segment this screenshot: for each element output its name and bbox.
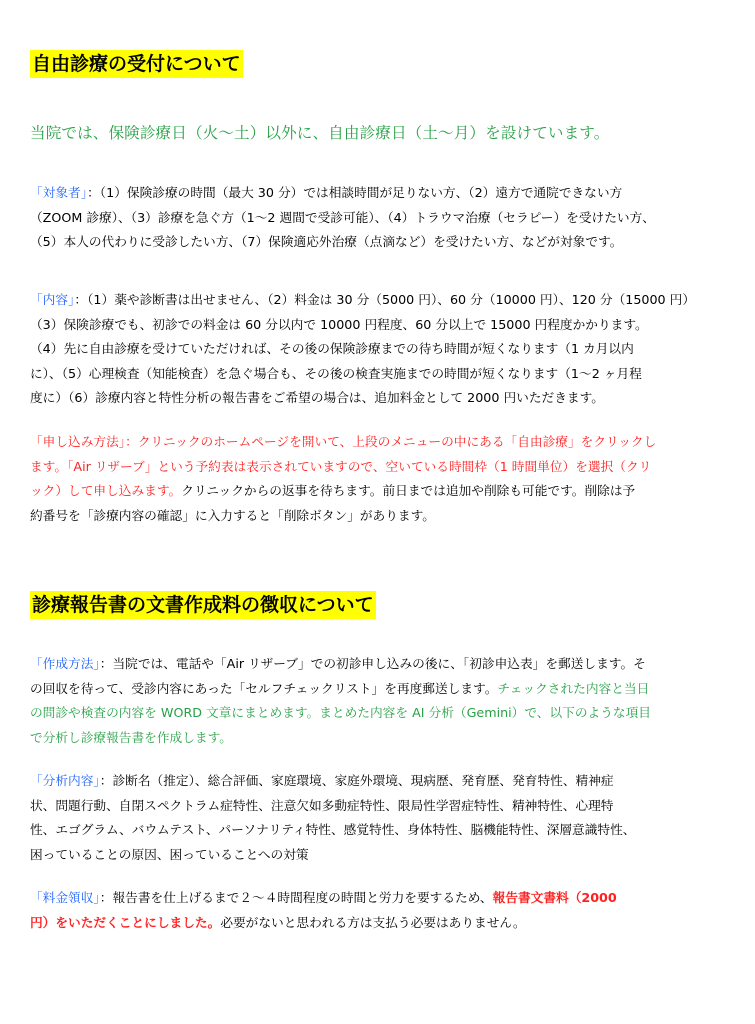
method-line-3: の問診や検査の内容を WORD 文章にまとめます。まとめた内容を AI 分析（Gemini）で、以下のような項目: [30, 705, 651, 720]
fee-label: 「料金領収」: [30, 890, 100, 905]
apply-line-1: ：クリニックのホームページを開いて、上段のメニューの中にある「自由診療」をクリックし: [125, 434, 657, 449]
analysis-paragraph: [30, 769, 742, 867]
target-paragraph: [30, 181, 742, 255]
content-line-1: ：（1）薬や診断書は出せません、（2）料金は 30 分（5000 円）、60 分（10000 円）、120 分（15000 円）: [74, 292, 696, 307]
target-line-1: ：（1）保険診療の時間（最大 30 分）では相談時間が足りない方、（2）遠方で通院できない方: [87, 185, 623, 200]
target-line-3: （5）本人の代わりに受診したい方、（7）保険適応外治療（点滴など）を受けたい方、などが対象です。: [30, 234, 623, 249]
method-line-4: で分析し診療報告書を作成します。: [30, 729, 232, 745]
analysis-line-4: 困っていることの原因、困っていることへの対策: [30, 846, 309, 862]
target-label: 「対象者」: [30, 185, 88, 200]
apply-line-2: ます。「Air リザーブ」という予約表は表示されていますので、空いている時間枠（1 時間単位）を選択（クリ: [30, 458, 652, 474]
method-label: 「作成方法」: [30, 656, 100, 671]
fee-line-1-red: 報告書文書料（2000: [492, 890, 617, 905]
fee-line-1-black: ：報告書を仕上げるまで２～４時間程度の時間と労力を要するため、: [99, 890, 493, 905]
apply-label: 「申し込み方法」: [30, 434, 126, 449]
method-line-1: ：当院では、電話や「Air リザーブ」での初診申し込みの後に、「初診申込表」を郵送します。そ: [99, 656, 646, 671]
apply-line-3-black: クリニックからの返事を待ちます。前日までは追加や削除も可能です。削除は予: [181, 483, 636, 498]
content-paragraph: [30, 288, 742, 411]
apply-line-3-red: ック）して申し込みます。: [30, 483, 182, 498]
method-line-2-black: の回収を待って、受診内容にあった「セルフチェックリスト」を再度郵送します。: [30, 680, 498, 696]
analysis-label: 「分析内容」: [30, 773, 100, 788]
analysis-line-1: ：診断名（推定）、総合評価、家庭環境、家庭外環境、現病歴、発育歴、発育特性、精神症: [99, 773, 614, 788]
fee-line-2-red: 円）をいただくことにしました。: [30, 914, 221, 930]
section1-lead: 当院では、保険診療日（火～土）以外に、自由診療日（土～月）を設けています。: [30, 124, 610, 142]
fee-paragraph: [30, 886, 742, 935]
analysis-line-2: 状、問題行動、自閉スペクトラム症特性、注意欠如多動症特性、限局性学習症特性、精神特性、心理特: [30, 797, 614, 813]
content-line-5: 度に）（6）診療内容と特性分析の報告書をご希望の場合は、追加料金として 2000 円いただきます。: [30, 390, 604, 405]
analysis-line-3: 性、エゴグラム、バウムテスト、パーソナリティ特性、感覚特性、身体特性、脳機能特性、深層意識特性、: [30, 822, 636, 837]
target-line-2: （ZOOM 診療）、（3）診療を急ぐ方（1～2 週間で受診可能）、（4）トラウマ治療（セラピー）を受けたい方、: [30, 209, 655, 225]
method-paragraph: [30, 652, 742, 750]
method-line-2-green: チェックされた内容と当日: [497, 680, 650, 696]
apply-paragraph: [30, 430, 742, 528]
content-line-4: に）、（5）心理検査（知能検査）を急ぐ場合も、その後の検査実施までの時間が短くなります（1～2 ヶ月程: [30, 365, 642, 381]
fee-line-2-black: 必要がないと思われる方は支払う必要はありません。: [220, 914, 526, 930]
section2-heading: 診療報告書の文書作成料の徴収について: [30, 591, 376, 619]
content-label: 「内容」: [30, 292, 75, 307]
section1-heading: 自由診療の受付について: [30, 50, 243, 78]
content-line-2: （3）保険診療でも、初診での料金は 60 分以内で 10000 円程度、60 分以上で 15000 円程度かかります。: [30, 316, 648, 332]
apply-line-4: 約番号を「診療内容の確認」に入力すると「削除ボタン」があります。: [30, 507, 435, 523]
content-line-3: （4）先に自由診療を受けていただければ、その後の保険診療までの待ち時間が短くなります（1 カ月以内: [30, 341, 634, 356]
